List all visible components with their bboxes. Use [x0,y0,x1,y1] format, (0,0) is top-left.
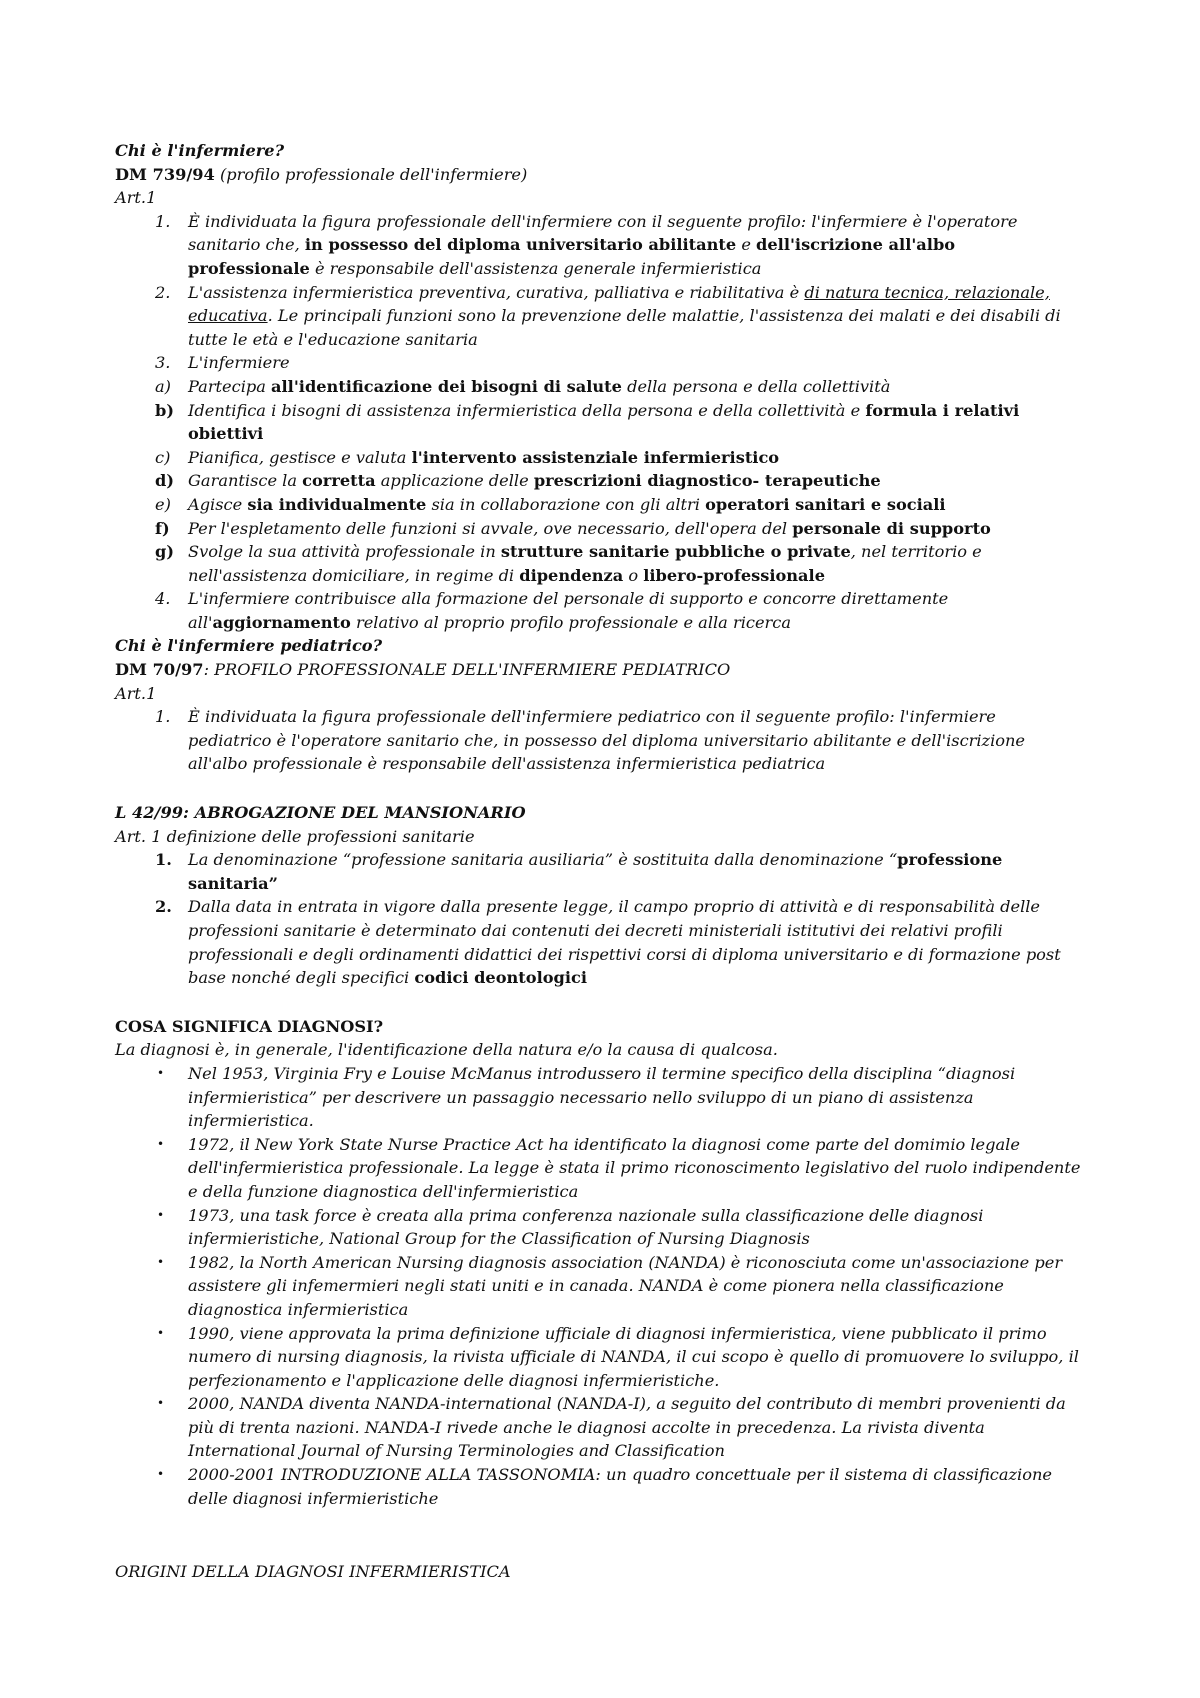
bullet-item [115,1204,1105,1251]
list-item: a) Partecipa all'identificazione dei bisogni di salute della persona e della collettività [155,376,891,396]
list-item: 1. La denominazione “professione sanitaria ausiliaria” è sostituita dalla denominazione “professione sanitaria” [155,850,1003,893]
document-page [115,139,1105,1584]
bullet-icon: • [157,1207,165,1222]
bullet-line: infermieristica” per descrivere un passaggio necessario nello sviluppo di un piano di assistenza [188,1087,974,1107]
bullet-line: 1972, il New York State Nurse Practice Act ha identificato la diagnosi come parte del domimio legale [188,1134,1020,1154]
bullet-item [115,1463,1105,1510]
bullet-line: 1982, la North American Nursing diagnosis association (NANDA) è riconosciuta come un'associazione per [188,1252,1063,1272]
bullet-item [115,1133,1105,1204]
list-item: d) Garantisce la corretta applicazione delle prescrizioni diagnostico- terapeutiche [155,471,881,491]
bullet-icon: • [157,1136,165,1151]
list-item: 3. L'infermiere [155,353,290,373]
bullet-icon: • [157,1254,165,1269]
list-item: 2. L'assistenza infermieristica preventiva, curativa, palliativa e riabilitativa è di natura tecnica, relazionale, educativa. Le principali funzioni sono la prevenzione delle malattie, l'assistenza dei malati e dei disabili di tutte le età e l'educazione sanitaria [155,282,1061,349]
list-item: 1. È individuata la figura professionale dell'infermiere pediatrico con il seguente profilo: l'infermiere pediatrico è l'operatore sanitario che, in possesso del diploma universitario abilitante e dell'iscrizione all'albo professionale è responsabile dell'assistenza infermieristica pediatrica [155,707,1026,774]
list-item: e) Agisce sia individualmente sia in collaborazione con gli altri operatori sanitari e sociali [155,494,946,514]
bullet-line: 2000-2001 INTRODUZIONE ALLA TASSONOMIA: un quadro concettuale per il sistema di classificazione [188,1465,1052,1485]
bullet-line: 2000, NANDA diventa NANDA-international (NANDA-I), a seguito del contributo di membri provenienti da [188,1394,1066,1414]
intro-text: La diagnosi è, in generale, l'identificazione della natura e/o la causa di qualcosa. [115,1040,778,1060]
list-item: 2. Dalla data in entrata in vigore dalla presente legge, il campo proprio di attività e di responsabilità delle professioni sanitarie è determinato dai contenuti dei decreti ministeriali istitutivi dei relativi profili professionali e degli ordinamenti didattici dei rispettivi corsi di diploma universitario e di formazione post base nonché degli specifici codici deontologici [155,897,1061,988]
bullet-line: numero di nursing diagnosis, la rivista ufficiale di NANDA, il cui scopo è quello di promuovere lo sviluppo, il [188,1347,1079,1367]
section-title: COSA SIGNIFICA DIAGNOSI? [115,1016,384,1036]
section-title: Chi è l'infermiere? [115,141,285,160]
bullet-icon: • [157,1325,165,1340]
article-label: Art. 1 definizione delle professioni sanitarie [115,826,475,846]
bullet-line: e della funzione diagnostica dell'infermieristica [188,1181,579,1201]
list-item: 4. L'infermiere contribuisce alla formazione del personale di supporto e concorre direttamente all'aggiornamento relativo al proprio profilo professionale e alla ricerca [155,589,949,632]
list-item: f) Per l'espletamento delle funzioni si avvale, ove necessario, dell'opera del personale di supporto [155,518,991,538]
decree-line: DM 739/94 (profilo professionale dell'infermiere) [115,164,528,184]
list-item: g) Svolge la sua attività professionale in strutture sanitarie pubbliche o private, nel territorio e nell'assistenza domiciliare, in regime di dipendenza o libero-professionale [155,542,982,585]
bullet-line: più di trenta nazioni. NANDA-I rivede anche le diagnosi accolte in precedenza. La rivista diventa [188,1417,985,1437]
list-item: 1. È individuata la figura professionale dell'infermiere con il seguente profilo: l'infermiere è l'operatore sanitario che, in possesso del diploma universitario abilitante e dell'iscrizione all'albo professionale è responsabile dell'assistenza generale infermieristica [155,211,1018,278]
bullet-line: International Journal of Nursing Terminologies and Classification [188,1441,725,1461]
bullet-line: dell'infermieristica professionale. La legge è stata il primo riconoscimento legislativo del ruolo indipendente [188,1158,1081,1178]
section-title: L 42/99: ABROGAZIONE DEL MANSIONARIO [115,803,526,823]
bullet-icon: • [157,1396,165,1411]
section-title: Chi è l'infermiere pediatrico? [115,636,383,656]
list-item: b) Identifica i bisogni di assistenza infermieristica della persona e della collettività e formula i relativi obiettivi [155,400,1020,444]
bullet-line: assistere gli infemermieri negli stati uniti e in canada. NANDA è come pionera nella classificazione [188,1276,1004,1296]
bullet-item [115,1062,1105,1133]
bullet-icon: • [157,1467,165,1482]
list-item: c) Pianifica, gestisce e valuta l'intervento assistenziale infermieristico [155,447,780,467]
bullet-line: 1990, viene approvata la prima definizione ufficiale di diagnosi infermieristica, viene pubblicato il primo [188,1323,1047,1343]
bullet-icon: • [157,1065,165,1080]
bullet-line: diagnostica infermieristica [188,1299,409,1319]
bullet-list [115,1062,1105,1510]
decree-line: DM 70/97: PROFILO PROFESSIONALE DELL'INFERMIERE PEDIATRICO [115,660,731,680]
bullet-item [115,1322,1105,1393]
bullet-line: infermieristica. [188,1111,314,1131]
bullet-line: Nel 1953, Virginia Fry e Louise McManus introdussero il termine specifico della disciplina “diagnosi [188,1063,1016,1083]
bullet-item [115,1251,1105,1322]
bullet-line: perfezionamento e l'applicazione delle diagnosi infermieristiche. [188,1370,720,1390]
bullet-line: 1973, una task force è creata alla prima conferenza nazionale sulla classificazione delle diagnosi [188,1205,984,1225]
bullet-line: delle diagnosi infermieristiche [188,1488,439,1508]
article-label: Art.1 [115,683,157,703]
section-title: ORIGINI DELLA DIAGNOSI INFERMIERISTICA [115,1562,511,1582]
article-label: Art.1 [115,188,157,208]
bullet-item [115,1392,1105,1463]
bullet-line: infermieristiche, National Group for the Classification of Nursing Diagnosis [188,1229,810,1249]
